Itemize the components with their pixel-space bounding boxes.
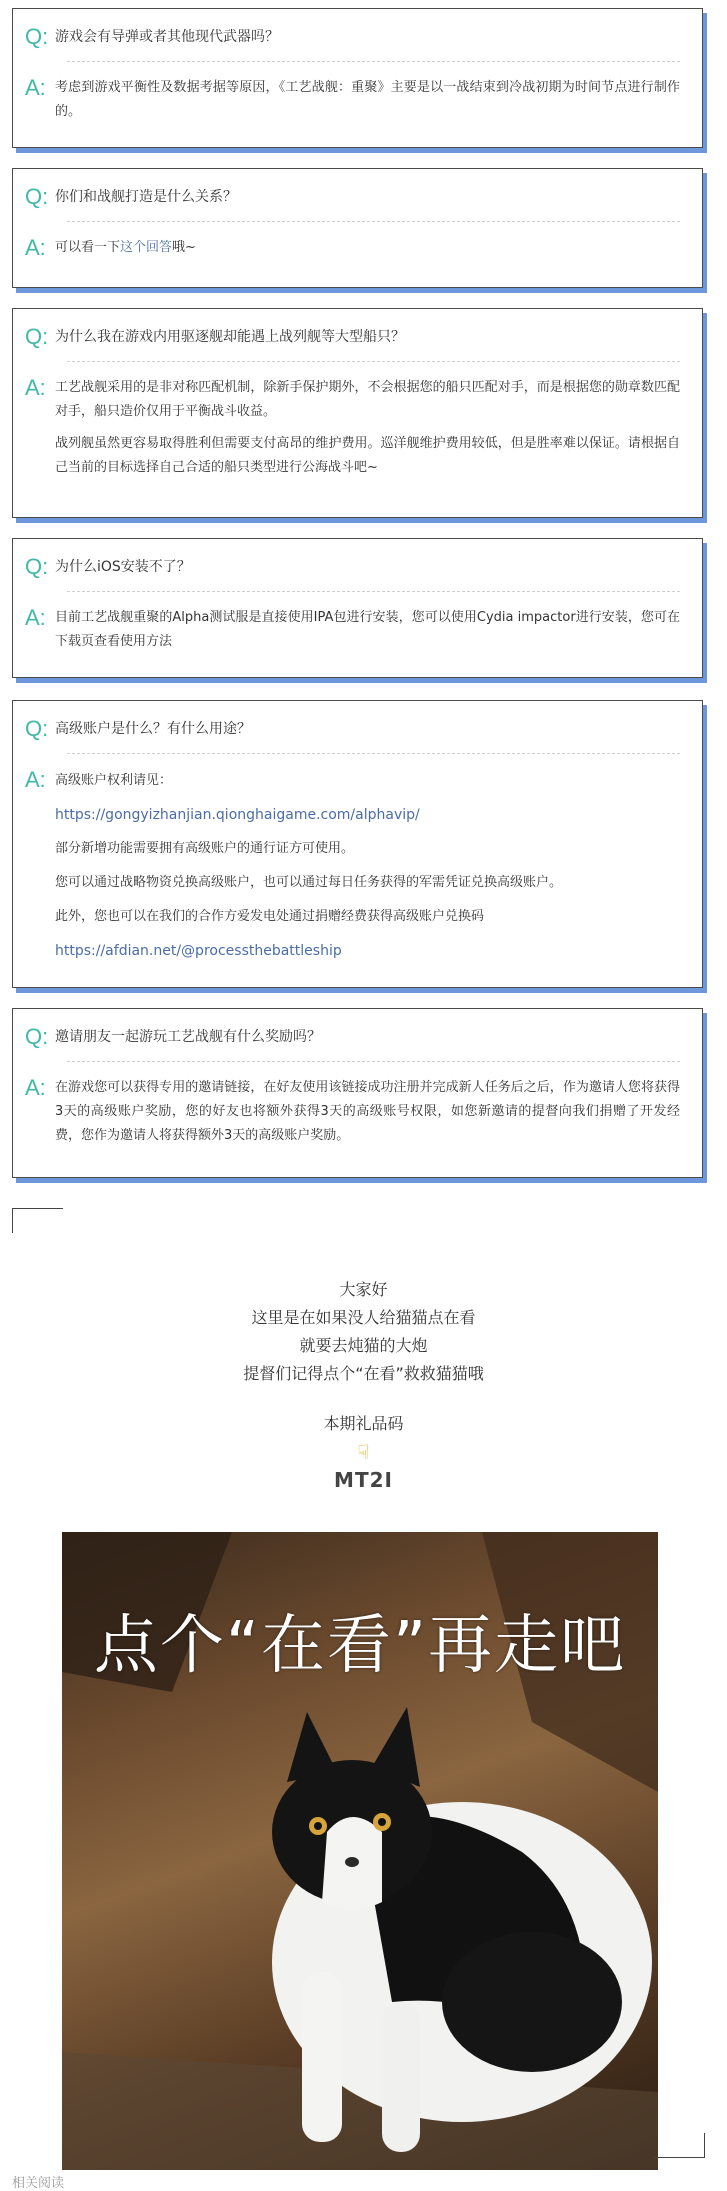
answer-paragraph: 部分新增功能需要拥有高级账户的通行证方可使用。 xyxy=(55,841,355,856)
faq-card-1 xyxy=(12,8,703,148)
question-row xyxy=(13,9,702,61)
a-label: A: xyxy=(25,75,46,100)
vip-link[interactable]: https://gongyizhanjian.qionghaigame.com/alphavip/ xyxy=(55,807,420,823)
answer-paragraph xyxy=(55,236,680,260)
greeting-block xyxy=(0,1276,727,1388)
a-label: A: xyxy=(25,605,46,630)
answer-row xyxy=(13,592,702,664)
faq-card-3 xyxy=(12,308,703,518)
faq-card-5 xyxy=(12,700,703,988)
question-row xyxy=(13,539,702,591)
greeting-line: 提督们记得点个“在看”救救猫猫哦 xyxy=(243,1364,484,1383)
answer-body xyxy=(55,606,680,654)
q-label: Q: xyxy=(25,554,49,579)
answer-paragraph: 考虑到游戏平衡性及数据考据等原因，《工艺战舰：重聚》主要是以一战结束到冷战初期为时间节点进行制作的。 xyxy=(55,80,680,119)
question-text: 你们和战舰打造是什么关系？ xyxy=(55,189,237,205)
answer-prefix: 可以看一下 xyxy=(55,240,121,255)
photo-caption: 点个“在看”再走吧 xyxy=(93,1609,627,1683)
greeting-line: 大家好 xyxy=(339,1280,388,1299)
a-label: A: xyxy=(25,375,46,400)
cat-photo xyxy=(62,1532,658,2170)
pointing-hand-icon: ☟ xyxy=(357,1440,370,1464)
frame-corner-bottom-right xyxy=(654,2133,705,2158)
answer-row xyxy=(13,62,702,134)
answer-body xyxy=(55,236,680,260)
answer-row xyxy=(13,222,702,270)
answer-paragraph: 在游戏您可以获得专用的邀请链接，在好友使用该链接成功注册并完成新人任务后之后，作为邀请人您将获得3天的高级账户奖励，您的好友也将额外获得3天的高级账号权限，如您新邀请的提督向我们捐赠了开发经费，您作为邀请人将获得额外3天的高级账户奖励。 xyxy=(55,1080,680,1143)
q-label: Q: xyxy=(25,716,49,741)
question-text: 高级账户是什么？有什么用途？ xyxy=(55,721,251,737)
question-row xyxy=(13,309,702,361)
question-row xyxy=(13,701,702,753)
gift-code: MT2I xyxy=(334,1468,393,1492)
greeting-line: 就要去炖猫的大炮 xyxy=(299,1336,428,1355)
answer-paragraph: 工艺战舰采用的是非对称匹配机制，除新手保护期外，不会根据您的船只匹配对手，而是根据您的勋章数匹配对手，船只造价仅用于平衡战斗收益。 xyxy=(55,380,680,419)
answer-row xyxy=(13,362,702,490)
q-label: Q: xyxy=(25,24,49,49)
faq-card-6 xyxy=(12,1008,703,1178)
question-row xyxy=(13,169,702,221)
answer-body xyxy=(55,768,680,964)
answer-paragraph: 目前工艺战舰重聚的Alpha测试服是直接使用IPA包进行安装，您可以使用Cydia impactor进行安装，您可在下载页查看使用方法 xyxy=(55,610,680,649)
q-label: Q: xyxy=(25,324,49,349)
answer-body xyxy=(55,376,680,480)
question-text: 为什么iOS安装不了？ xyxy=(55,559,191,575)
answer-body xyxy=(55,76,680,124)
greeting-line: 这里是在如果没人给猫猫点在看 xyxy=(251,1308,476,1327)
afdian-link[interactable]: https://afdian.net/@processthebattleship xyxy=(55,943,342,959)
related-reading-label: 相关阅读 xyxy=(12,2176,65,2191)
gift-block xyxy=(0,1410,727,1494)
answer-paragraph: 您可以通过战略物资兑换高级账户，也可以通过每日任务获得的军需凭证兑换高级账户。 xyxy=(55,875,563,890)
answer-paragraph: 战列舰虽然更容易取得胜利但需要支付高昂的维护费用。巡洋舰维护费用较低，但是胜率难以保证。请根据自己当前的目标选择自己合适的船只类型进行公海战斗吧~ xyxy=(55,436,680,475)
gift-label: 本期礼品码 xyxy=(323,1414,404,1433)
question-text: 邀请朋友一起游玩工艺战舰有什么奖励吗？ xyxy=(55,1029,321,1045)
answer-row xyxy=(13,754,702,974)
a-label: A: xyxy=(25,235,46,260)
frame-corner-top-left xyxy=(12,1208,63,1233)
a-label: A: xyxy=(25,1075,46,1100)
q-label: Q: xyxy=(25,184,49,209)
question-text: 为什么我在游戏内用驱逐舰却能遇上战列舰等大型船只？ xyxy=(55,329,405,345)
answer-paragraph: 高级账户权利请见： xyxy=(55,773,173,788)
question-row xyxy=(13,1009,702,1061)
answer-paragraph: 此外，您也可以在我们的合作方爱发电处通过捐赠经费获得高级账户兑换码 xyxy=(55,909,485,924)
answer-body xyxy=(55,1076,680,1148)
faq-card-4 xyxy=(12,538,703,678)
faq-card-2 xyxy=(12,168,703,288)
answer-suffix: 哦~ xyxy=(172,240,196,255)
q-label: Q: xyxy=(25,1024,49,1049)
answer-row xyxy=(13,1062,702,1158)
answer-link[interactable]: 这个回答 xyxy=(120,240,173,255)
a-label: A: xyxy=(25,767,46,792)
question-text: 游戏会有导弹或者其他现代武器吗？ xyxy=(55,29,279,45)
